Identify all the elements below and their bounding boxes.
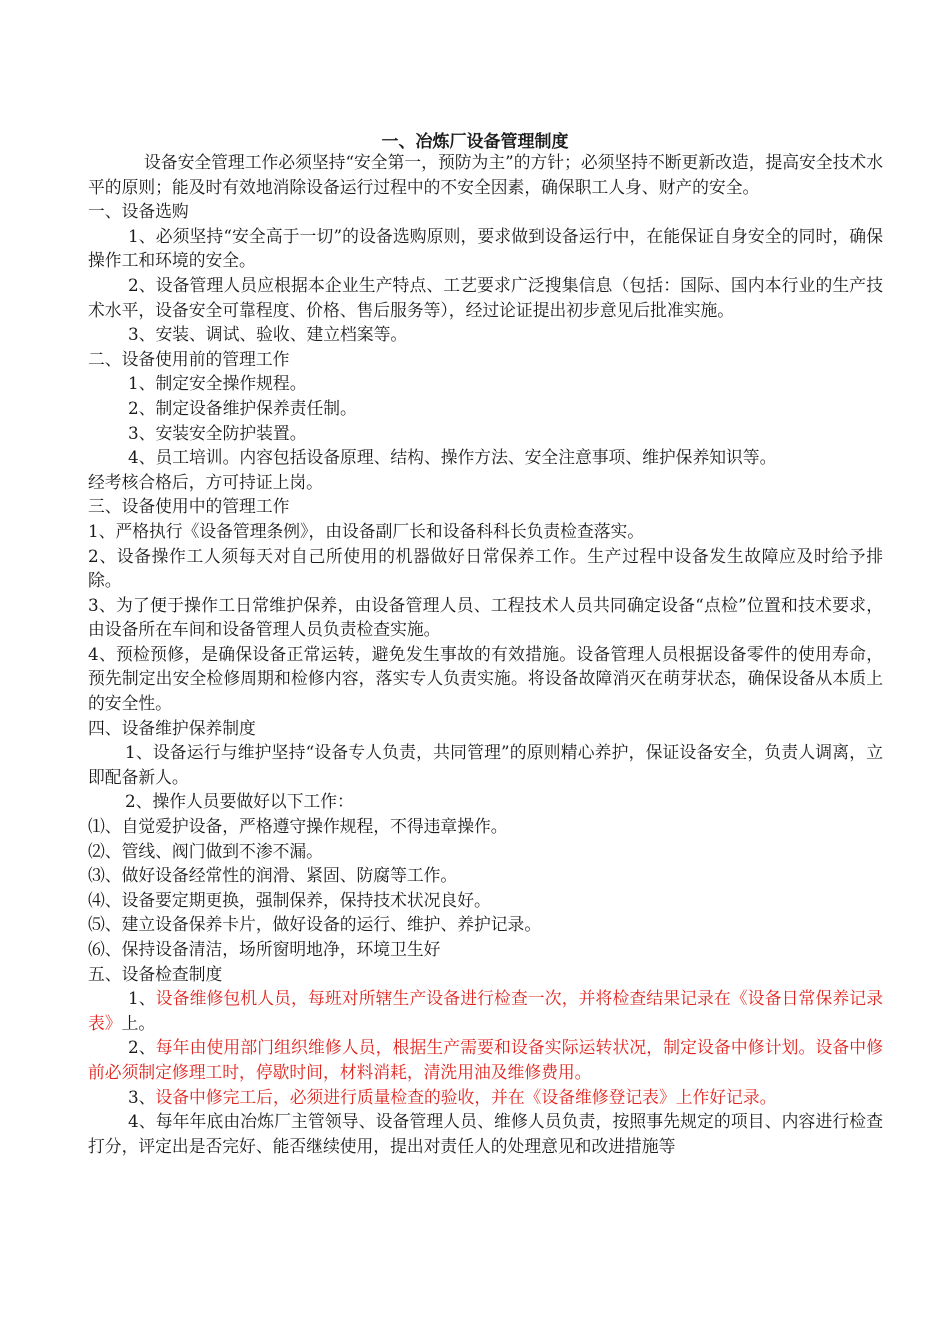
section-heading-inspection: 五、设备检查制度 (88, 963, 223, 984)
section-heading-pre-use: 二、设备使用前的管理工作 (88, 348, 290, 369)
maintenance-item-2: 2、操作人员要做好以下工作： (125, 791, 354, 812)
maintenance-point-2: ⑵、管线、阀门做到不渗不漏。 (88, 840, 323, 861)
inspection-item-3 (88, 1085, 883, 1110)
inspection-item-3-number: 3、 (128, 1086, 156, 1107)
inspection-item-4: 4、每年年底由冶炼厂主管领导、设备管理人员、维修人员负责，按照事先规定的项目、内容进行检查打分，评定出是否完好、能否继续使用，提出对责任人的处理意见和改进措施等 (88, 1111, 883, 1156)
maintenance-point-5: ⑸、建立设备保养卡片，做好设备的运行、维护、养护记录。 (88, 914, 542, 935)
inspection-item-1 (88, 986, 883, 1035)
pre-use-item-2: 2、制定设备维护保养责任制。 (128, 397, 357, 418)
inspection-item-2-number: 2、 (128, 1037, 156, 1058)
section-heading-maintenance: 四、设备维护保养制度 (88, 717, 256, 738)
in-use-item-3: 3、为了便于操作工日常维护保养，由设备管理人员、工程技术人员共同确定设备“点检”位置和技术要求，由设备所在车间和设备管理人员负责检查实施。 (88, 594, 883, 640)
pre-use-item-3: 3、安装安全防护装置。 (128, 422, 307, 443)
pre-use-item-4-continued: 经考核合格后，方可持证上岗。 (88, 471, 323, 492)
intro-paragraph: 设备安全管理工作必须坚持“安全第一，预防为主”的方针；必须坚持不断更新改造，提高安全技术水平的原则；能及时有效地消除设备运行过程中的不安全因素，确保职工人身、财产的安全。 (88, 152, 883, 197)
section-heading-purchase: 一、设备选购 (88, 201, 189, 222)
inspection-item-1-tail: 上。 (121, 1012, 156, 1033)
inspection-item-2 (88, 1035, 883, 1084)
inspection-item-2-highlight: 每年由使用部门组织维修人员，根据生产需要和设备实际运转状况，制定设备中修计划。设备中修前必须制定修理工时，停歇时间，材料消耗，清洗用油及维修费用。 (88, 1037, 883, 1082)
maintenance-item-1: 1、设备运行与维护坚持“设备专人负责，共同管理”的原则精心养护，保证设备安全，负责人调离，立即配备新人。 (88, 742, 883, 787)
inspection-item-1-number: 1、 (128, 988, 156, 1009)
purchase-item-3: 3、安装、调试、验收、建立档案等。 (128, 324, 408, 345)
purchase-item-2: 2、设备管理人员应根据本企业生产特点、工艺要求广泛搜集信息（包括：国际、国内本行业的生产技术水平，设备安全可靠程度、价格、售后服务等），经过论证提出初步意见后批准实施。 (88, 274, 883, 320)
maintenance-point-1: ⑴、自觉爱护设备，严格遵守操作规程，不得违章操作。 (88, 816, 508, 837)
pre-use-item-4: 4、员工培训。内容包括设备原理、结构、操作方法、安全注意事项、维护保养知识等。 (128, 447, 777, 468)
maintenance-point-4: ⑷、设备要定期更换，强制保养，保持技术状况良好。 (88, 889, 491, 910)
section-heading-in-use: 三、设备使用中的管理工作 (88, 496, 290, 517)
inspection-item-1-highlight: 设备维修包机人员，每班对所辖生产设备进行检查一次，并将检查结果记录在《设备日常保养记录表》 (88, 988, 883, 1033)
purchase-item-1: 1、必须坚持“安全高于一切”的设备选购原则，要求做到设备运行中，在能保证自身安全的同时，确保操作工和环境的安全。 (88, 225, 883, 271)
pre-use-item-1: 1、制定安全操作规程。 (128, 373, 307, 394)
in-use-item-4: 4、预检预修，是确保设备正常运转，避免发生事故的有效措施。设备管理人员根据设备零件的使用寿命，预先制定出安全检修周期和检修内容，落实专人负责实施。将设备故障消灭在萌芽状态，确保设备从本质上的安全性。 (88, 643, 883, 714)
inspection-item-3-highlight: 设备中修完工后，必须进行质量检查的验收，并在《设备维修登记表》上作好记录。 (155, 1086, 777, 1107)
document-body (88, 150, 883, 1158)
in-use-item-1: 1、严格执行《设备管理条例》，由设备副厂长和设备科科长负责检查落实。 (88, 520, 645, 541)
in-use-item-2: 2、设备操作工人须每天对自己所使用的机器做好日常保养工作。生产过程中设备发生故障应及时给予排除。 (88, 545, 883, 591)
maintenance-point-6: ⑹、保持设备清洁，场所窗明地净，环境卫生好 (88, 939, 441, 959)
document-title: 一、冶炼厂设备管理制度 (381, 132, 569, 152)
maintenance-point-3: ⑶、做好设备经常性的润滑、紧固、防腐等工作。 (88, 865, 458, 886)
